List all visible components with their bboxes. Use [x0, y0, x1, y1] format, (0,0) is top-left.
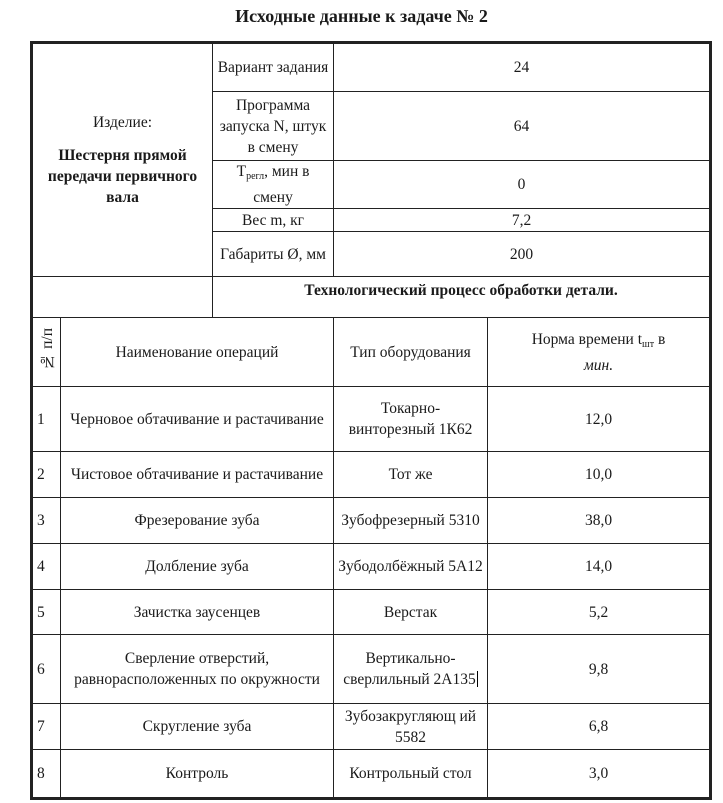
table-row — [32, 452, 711, 498]
param-label: Вес m, кг — [213, 209, 334, 232]
product-label: Изделие: — [92, 114, 153, 131]
op-name: Скругление зуба — [61, 704, 334, 750]
op-norm: 5,2 — [488, 590, 711, 635]
table-row — [32, 387, 711, 452]
op-equipment: Зубофрезерный 5310 — [334, 498, 488, 544]
op-num: 6 — [32, 635, 61, 704]
op-equipment: Токарно-винторезный 1К62 — [334, 387, 488, 452]
op-norm: 14,0 — [488, 544, 711, 590]
op-name: Долбление зуба — [61, 544, 334, 590]
param-value: 24 — [334, 43, 711, 92]
op-norm: 38,0 — [488, 498, 711, 544]
param-value: 7,2 — [334, 209, 711, 232]
param-row — [32, 43, 711, 92]
op-name: Сверление отверстий, равнорасположенных по окружности — [61, 635, 334, 704]
table-row — [32, 635, 711, 704]
op-norm: 3,0 — [488, 750, 711, 799]
param-label: Вариант задания — [213, 43, 334, 92]
op-num: 4 — [32, 544, 61, 590]
op-norm: 12,0 — [488, 387, 711, 452]
header-row — [32, 318, 711, 387]
header-equipment: Тип оборудования — [334, 318, 488, 387]
param-label: Габариты Ø, мм — [213, 232, 334, 277]
header-operation: Наименование операций — [61, 318, 334, 387]
product-name: Шестерня прямой передачи первичного вала — [47, 147, 198, 206]
page-title: Исходные данные к задаче № 2 — [235, 6, 488, 26]
text-cursor — [477, 671, 478, 687]
table-row — [32, 590, 711, 635]
op-equipment: Зубозакругляющ ий 5582 — [334, 704, 488, 750]
op-equipment: Верстак — [334, 590, 488, 635]
param-label — [213, 161, 334, 209]
param-value: 0 — [334, 161, 711, 209]
op-name: Контроль — [61, 750, 334, 799]
param-label: Программа запуска N, штук в смену — [213, 92, 334, 161]
param-value: 64 — [334, 92, 711, 161]
op-num: 5 — [32, 590, 61, 635]
param-value: 200 — [334, 232, 711, 277]
op-name: Черновое обтачивание и растачивание — [61, 387, 334, 452]
op-equipment: Тот же — [334, 452, 488, 498]
product-cell — [32, 43, 213, 277]
op-num: 2 — [32, 452, 61, 498]
table-row — [32, 498, 711, 544]
op-num: 8 — [32, 750, 61, 799]
table-row — [32, 704, 711, 750]
op-norm: 10,0 — [488, 452, 711, 498]
header-norm-unit: мин. — [583, 356, 614, 374]
op-equipment: Зубодолбёжный 5А12 — [334, 544, 488, 590]
op-num: 7 — [32, 704, 61, 750]
process-title: Технологический процесс обработки детали. — [213, 277, 711, 318]
table-row — [32, 544, 711, 590]
process-title-row — [32, 277, 711, 318]
task-data-table — [30, 41, 712, 800]
param-label-subscript: регл — [246, 171, 265, 182]
op-name: Зачистка заусенцев — [61, 590, 334, 635]
op-name: Фрезерование зуба — [61, 498, 334, 544]
param-label-rest: , мин в смену — [253, 163, 310, 206]
op-num: 1 — [32, 387, 61, 452]
header-norm-text: Норма времени t — [531, 330, 643, 348]
op-norm: 6,8 — [488, 704, 711, 750]
op-equipment: Контрольный стол — [334, 750, 488, 799]
header-num — [32, 318, 61, 387]
blank-cell — [32, 277, 213, 318]
param-label-main: Т — [236, 163, 247, 180]
header-norm-suffix: в — [654, 330, 666, 348]
op-norm: 9,8 — [488, 635, 711, 704]
op-equipment — [334, 635, 488, 704]
header-norm — [488, 318, 711, 387]
table-row — [32, 750, 711, 799]
header-norm-subscript: шт — [642, 338, 655, 350]
header-num-text: № п/п — [39, 328, 56, 370]
op-equipment-text: Вертикально-сверлильный 2А135 — [343, 650, 476, 688]
op-num: 3 — [32, 498, 61, 544]
op-name: Чистовое обтачивание и растачивание — [61, 452, 334, 498]
